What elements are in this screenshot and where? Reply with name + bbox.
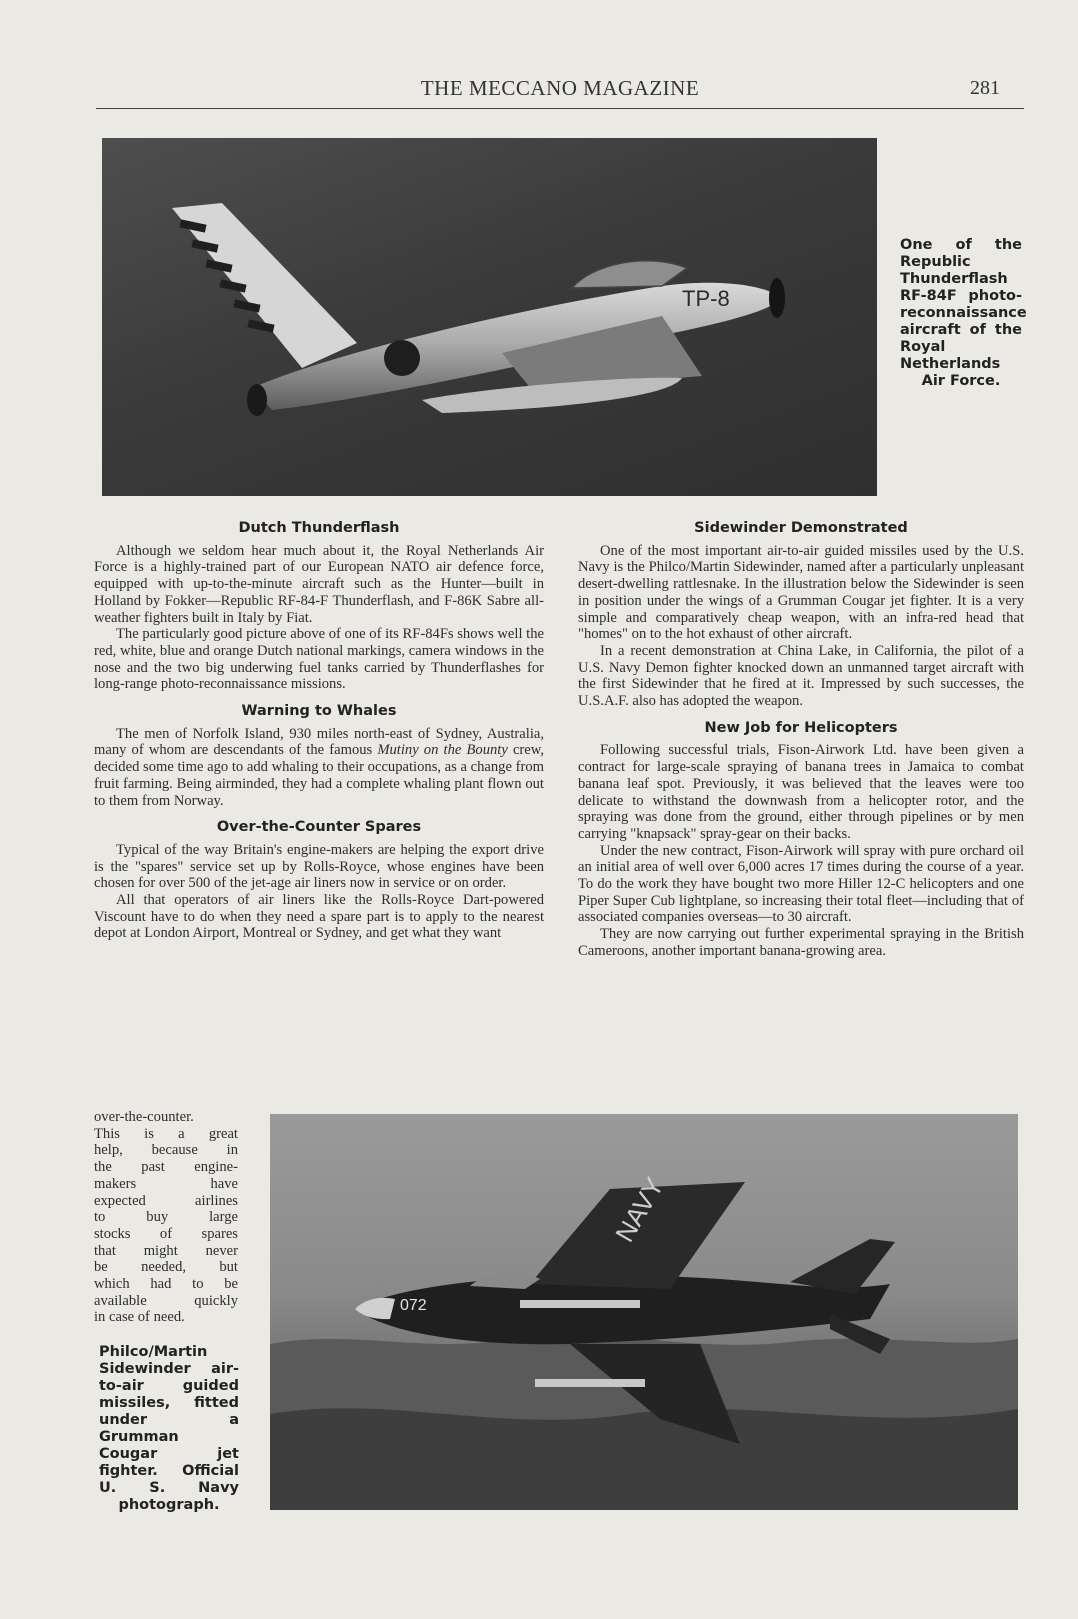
narrow-line: help, because in [94,1142,238,1159]
narrow-line: that might never [94,1242,238,1259]
narrow-line: stocks of spares [94,1225,238,1242]
page-header [96,74,1024,109]
nose-number-text: 072 [400,1297,427,1314]
spares-paragraph-1: Typical of the way Britain's engine-makers are helping the export drive is the "spares" service set up by Rolls-Royce, whose engines have been chosen for over 500 of the jet-age air liners now in service or on order. [94,841,544,892]
spares-narrow-continuation [94,1109,238,1326]
narrow-line: which had to be [94,1276,238,1293]
tail-code-text: TP-8 [682,286,730,311]
sidewinder-paragraph-1: One of the most important air-to-air guided missiles used by the U.S. Navy is the Philco/Martin Sidewinder, named after a particularly unpleasant desert-dwelling rattlesnake. In the illustration below the Sidewinder is seen in position under the wings of a Grumman Cougar jet fighter. It is a very simple and comparatively cheap weapon, with an infra-red head that "homes" on to the hot exhaust of other aircraft. [578,542,1024,643]
heading-sidewinder-demonstrated: Sidewinder Demonstrated [694,520,908,536]
narrow-line: available quickly [94,1292,238,1309]
helicopters-paragraph-3: They are now carrying out further experimental spraying in the British Cameroons, another important banana-growing area. [578,926,1024,959]
narrow-line: expected airlines [94,1192,238,1209]
helicopters-paragraph-2: Under the new contract, Fison-Airwork will spray with pure orchard oil an initial area of well over 6,000 acres 17 times during the course of a year. To do the work they have bought two more Hiller 12-C helicopters and one Piper Super Cub lightplane, so increasing their total fleet—including that of associated companies overseas—to 30 aircraft. [578,842,1024,926]
page-number: 281 [970,77,1000,99]
top-photo-caption: One of the Republic Thunderflash RF-84F photo-reconnaissance aircraft of the Royal Netherlands Air Force. [900,237,1027,389]
navy-wing-text: NAVY [609,1172,670,1247]
narrow-line: makers have [94,1175,238,1192]
narrow-line: in case of need. [94,1309,185,1326]
left-column [94,520,544,942]
book-title: Mutiny on the Bounty [377,742,508,759]
helicopters-paragraph-1: Following successful trials, Fison-Airwork Ltd. have been given a contract for large-scale spraying of banana trees in Jamaica to combat banana leaf spot. Previously, it was believed that the leaves were too delicate to withstand the downwash from a helicopter rotor, and the spraying was done from the ground, either through pipelines or by men carrying "knapsack" spray-gear on their backs. [578,742,1024,842]
dutch-paragraph-1: Although we seldom hear much about it, the Royal Netherlands Air Force is a highly-trained part of our European NATO air defence force, equipped with up-to-the-minute aircraft such as the Hunter—built in Holland by Fokker—Republic RF-84-F Thunderflash, and F-86K Sabre all-weather fighters built in Italy by Fiat. [94,542,544,626]
spares-paragraph-2: All that operators of air liners like the Rolls-Royce Dart-powered Viscount have to do when they need a spare part is to apply to the nearest depot at London Airport, Montreal or Sydney, and get what they want [94,892,544,942]
narrow-line: the past engine- [94,1159,238,1176]
sidewinder-paragraph-2: In a recent demonstration at China Lake, in California, the pilot of a U.S. Navy Demon fighter knocked down an unmanned target aircraft with the first Sidewinder that he fired at it. Impressed by such successes, the U.S.A.F. also has adopted the weapon. [578,642,1024,710]
narrow-line: to buy large [94,1209,238,1226]
bottom-photo-caption: Philco/Martin Sidewinder air-to-air guided missiles, fitted under a Grumman Cougar jet fighter. Official U. S. Navy photograph. [99,1344,239,1513]
thunderflash-illustration [102,138,877,496]
right-column [578,520,1024,960]
heading-over-the-counter-spares: Over-the-Counter Spares [216,819,422,836]
magazine-title: THE MECCANO MAGAZINE [420,76,700,100]
dutch-paragraph-2: The particularly good picture above of one of its RF-84Fs shows well the red, white, blue and orange Dutch national markings, camera windows in the nose and the two big underwing fuel tanks carried by Thunderflashes for long-range photo-reconnaissance missions. [94,626,545,693]
cougar-photo [270,1114,1018,1510]
narrow-line: This is a great [94,1125,238,1142]
whales-paragraph: The men of Norfolk Island, 930 miles north-east of Sydney, Australia, many of whom are descendants of the famous Mutiny on the Bounty crew, decided some time ago to add whaling to their occupations, as a change from fruit farming. Being airminded, they had a complete whaling plant flown out to them from Norway. [94,725,545,809]
cougar-illustration [270,1114,1018,1510]
heading-new-job-for-helicopters: New Job for Helicopters [704,719,898,736]
heading-warning-to-whales: Warning to Whales [241,703,397,720]
narrow-line: over-the-counter. [94,1109,194,1125]
thunderflash-photo [102,138,877,496]
narrow-line: be needed, but [94,1259,238,1276]
heading-dutch-thunderflash: Dutch Thunderflash [238,520,400,536]
